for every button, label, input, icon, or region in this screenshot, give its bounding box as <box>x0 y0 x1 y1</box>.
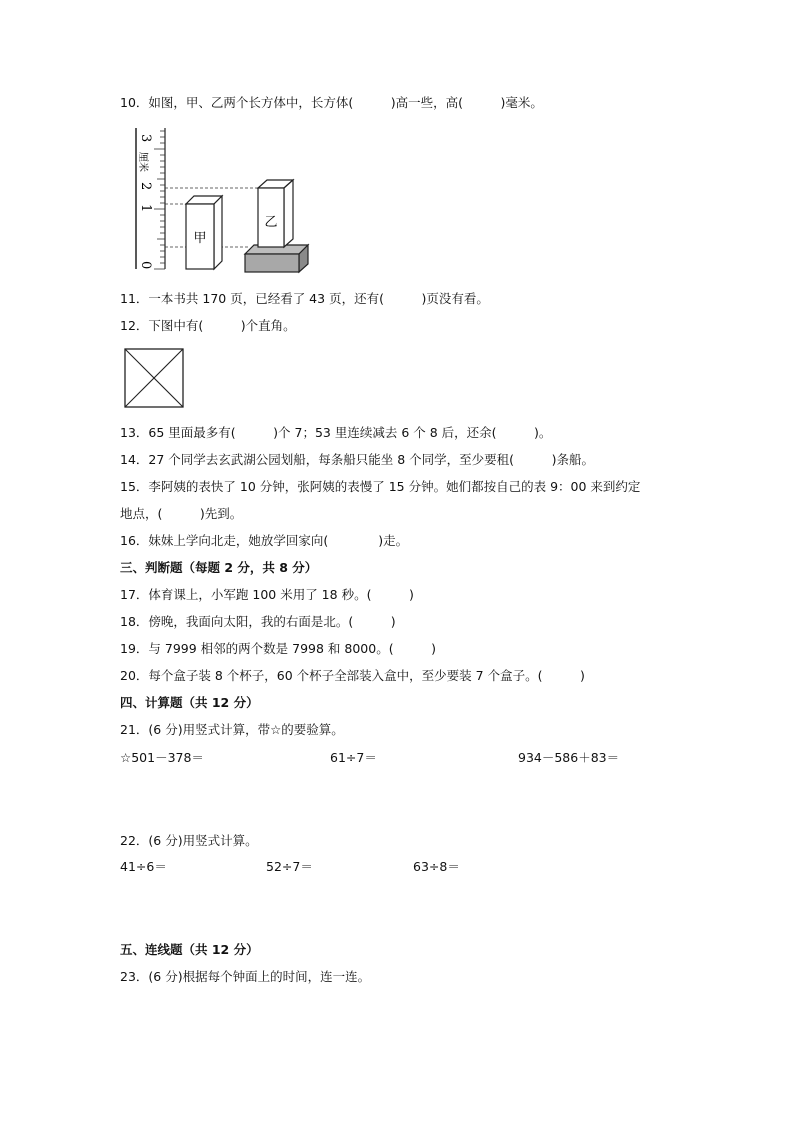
ruler-label-3: 3 <box>138 134 153 143</box>
question-14: 14．27 个同学去玄武湖公园划船，每条船只能坐 8 个同学，至少要租( )条船。 <box>120 452 594 467</box>
q21-calc-2: 61÷7＝ <box>330 750 377 765</box>
question-23: 23．(6 分)根据每个钟面上的时间，连一连。 <box>120 969 371 984</box>
box-jia-label: 甲 <box>193 231 207 246</box>
ruler-unit: 厘米 <box>137 152 148 172</box>
question-15-line1: 15．李阿姨的表快了 10 分钟，张阿姨的表慢了 15 分钟。她们都按自己的表 9：00 来到约定 <box>120 479 641 494</box>
q22-calc-3: 63÷8＝ <box>413 859 460 874</box>
q21-calc-3: 934－586＋83＝ <box>518 750 620 765</box>
ruler-label-2: 2 <box>138 182 153 191</box>
square-diagonals-figure <box>124 348 186 410</box>
ruler-figure <box>128 124 318 274</box>
question-19: 19．与 7999 相邻的两个数是 7998 和 8000。( ) <box>120 641 436 656</box>
question-16: 16．妹妹上学向北走，她放学回家向( )走。 <box>120 533 409 548</box>
question-22: 22．(6 分)用竖式计算。 <box>120 833 258 848</box>
question-11: 11．一本书共 170 页，已经看了 43 页，还有( )页没有看。 <box>120 291 489 306</box>
section-5-heading: 五、连线题（共 12 分） <box>120 942 259 957</box>
q22-calc-1: 41÷6＝ <box>120 859 167 874</box>
box-yi-label: 乙 <box>264 215 278 230</box>
question-18: 18．傍晚，我面向太阳，我的右面是北。( ) <box>120 614 396 629</box>
q22-calc-2: 52÷7＝ <box>266 859 313 874</box>
question-17: 17．体育课上，小军跑 100 米用了 18 秒。( ) <box>120 587 414 602</box>
ruler-label-1: 1 <box>138 204 153 213</box>
box-yi <box>258 180 293 247</box>
ruler-ticks <box>154 131 165 269</box>
question-10: 10．如图，甲、乙两个长方体中，长方体( )高一些，高( )毫米。 <box>120 95 543 110</box>
question-12: 12．下图中有( )个直角。 <box>120 318 296 333</box>
section-4-heading: 四、计算题（共 12 分） <box>120 695 259 710</box>
question-20: 20．每个盒子装 8 个杯子，60 个杯子全部装入盒中，至少要装 7 个盒子。( ) <box>120 668 585 683</box>
q21-calc-1: ☆501－378＝ <box>120 750 204 765</box>
question-15-line2: 地点，( )先到。 <box>120 506 243 521</box>
question-21: 21．(6 分)用竖式计算，带☆的要验算。 <box>120 722 344 737</box>
base-block <box>245 245 308 272</box>
question-13: 13．65 里面最多有( )个 7；53 里连续减去 6 个 8 后，还余( )。 <box>120 425 552 440</box>
ruler-label-0: 0 <box>138 261 153 270</box>
section-3-heading: 三、判断题（每题 2 分，共 8 分） <box>120 560 318 575</box>
